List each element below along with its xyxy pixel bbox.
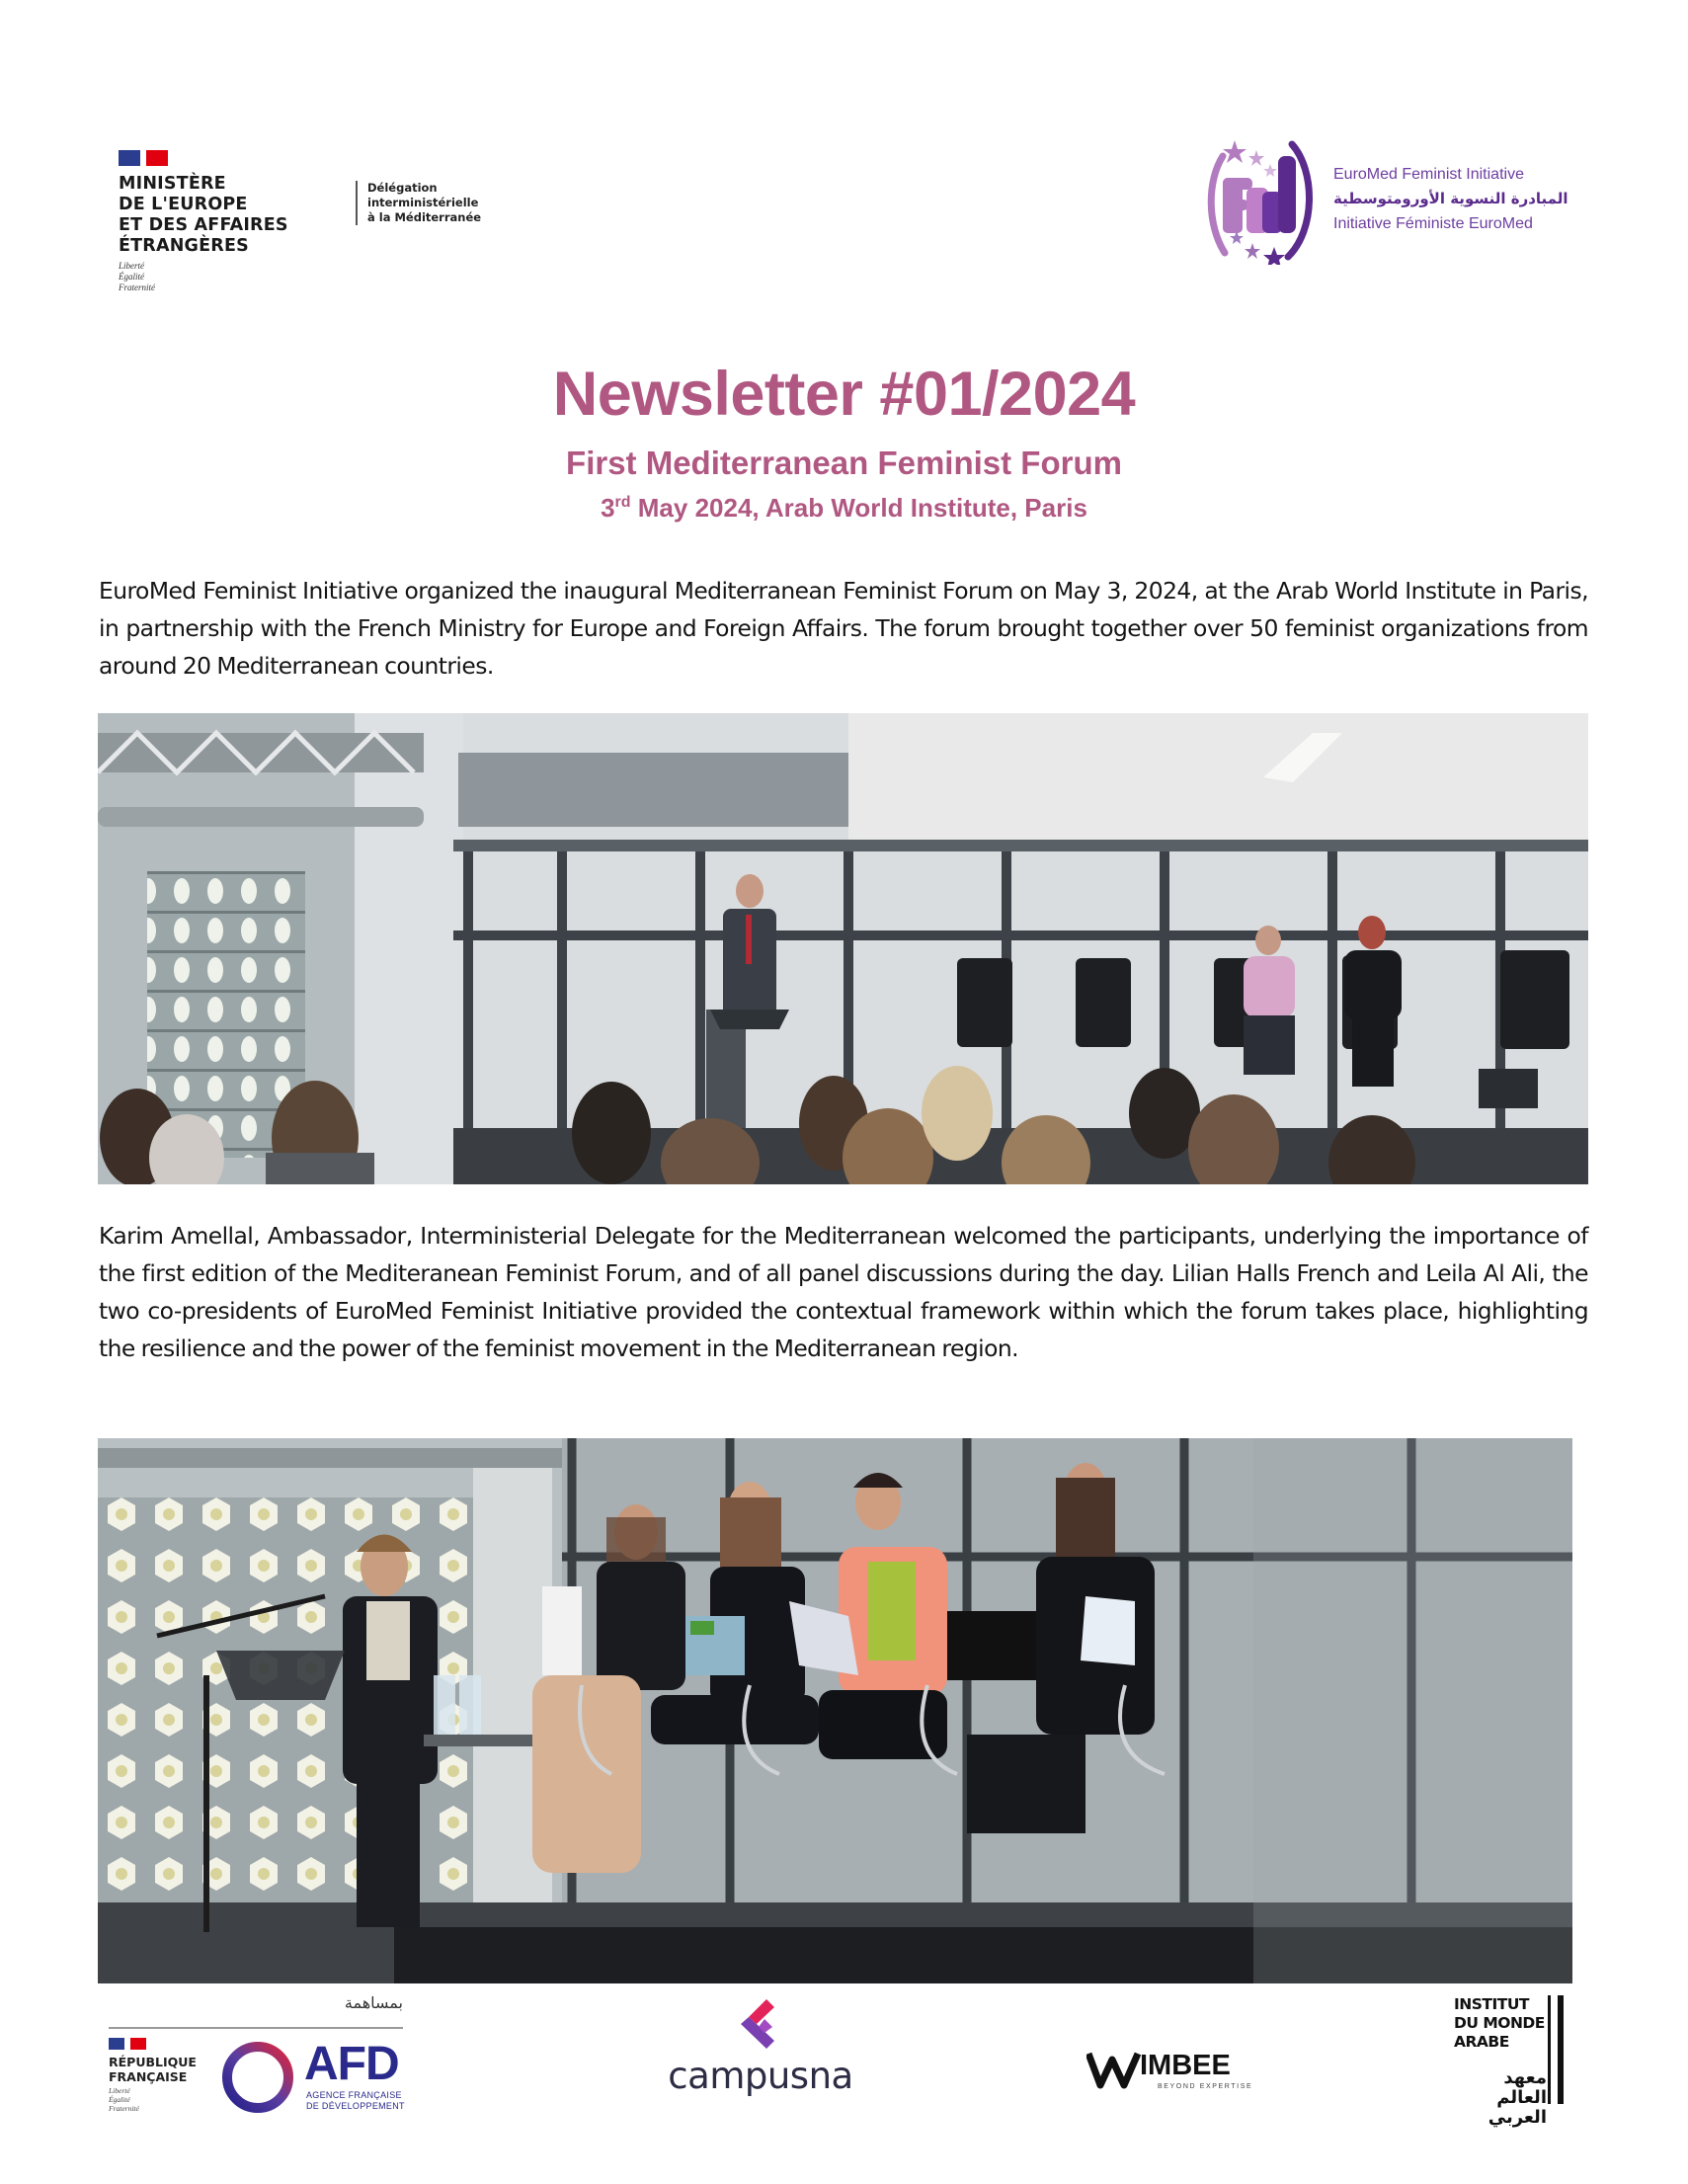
afd-subtitle: AGENCE FRANÇAISE DE DÉVELOPPEMENT <box>306 2090 405 2111</box>
newsletter-subtitle: First Mediterranean Feminist Forum <box>566 445 1122 481</box>
ministry-name: MINISTÈRE DE L'EUROPE ET DES AFFAIRES ÉTRANGÈRES <box>119 174 288 256</box>
footer-divider <box>109 2027 403 2029</box>
campusna-logo <box>662 1995 859 2104</box>
campusna-wordmark: campusna <box>668 2055 853 2097</box>
wimbee-tagline: BEYOND EXPERTISE <box>1158 2083 1253 2090</box>
french-flag-icon <box>109 2038 197 2050</box>
wimbee-logo <box>1086 2050 1254 2099</box>
afd-logo <box>219 2039 417 2116</box>
ima-bar <box>1548 1995 1551 2104</box>
photo-illustration <box>98 713 1588 1184</box>
afd-ring-icon <box>219 2039 296 2116</box>
afd-wordmark: AFD <box>304 2038 399 2090</box>
efi-name-fr: Initiative Féministe EuroMed <box>1333 215 1533 232</box>
efi-name-en: EuroMed Feminist Initiative <box>1333 166 1524 183</box>
republique-devise: Liberté Égalité Fraternité <box>109 2086 139 2113</box>
wimbee-w-icon <box>1086 2050 1142 2089</box>
euromed-feminist-initiative-logo <box>1205 136 1590 265</box>
panel-discussion-photo <box>98 1438 1572 1983</box>
event-dateline: 3rd May 2024, Arab World Institute, Paris <box>601 493 1087 523</box>
forum-opening-photo <box>98 713 1588 1184</box>
ima-name-ar: معهد العالم العربي <box>1487 2067 1547 2128</box>
title-block <box>0 356 1688 525</box>
ministry-devise: Liberté Égalité Fraternité <box>119 261 155 292</box>
republique-name: RÉPUBLIQUE FRANÇAISE <box>109 2055 197 2084</box>
ima-bar <box>1558 1995 1564 2104</box>
french-flag-icon <box>119 150 356 166</box>
republique-francaise-logo <box>109 2038 197 2113</box>
wimbee-wordmark: IMBEE <box>1140 2050 1231 2081</box>
newsletter-title: Newsletter #01/2024 <box>552 360 1136 429</box>
ima-name: INSTITUT DU MONDE ARABE <box>1454 1995 1545 2051</box>
efi-name-ar: المبادرة النسوية الأورومتوسطية <box>1333 190 1568 207</box>
campusna-chevron-icon <box>737 1997 782 2051</box>
intro-paragraph: EuroMed Feminist Initiative organized the inaugural Mediterranean Feminist Forum on May 3, 2024, at the Arab World Institute in Paris, in partnership with the French Ministry for Europe and Foreign Affairs. The forum brought together over 50 feminist organizations from around 20 Mediterranean countries. <box>99 577 1588 680</box>
welcome-paragraph: Karim Amellal, Ambassador, Interministerial Delegate for the Mediterranean welcomed the participants, underlying the importance of the first edition of the Mediteranean Feminist Forum, and of all panel discussions during the day. Lilian Halls French and Leila Al Ali, the two co-presidents of EuroMed Feminist Initiative provided the contextual framework within which the forum takes place, highlighting the resilience and the power of the feminist movement in the Mediterranean region. <box>99 1222 1588 1362</box>
contribution-label-ar: بمساهمة <box>344 1993 403 2012</box>
ministry-logo <box>119 150 356 293</box>
delegation-label: Délégation interministérielle à la Méditerranée <box>356 181 481 225</box>
efi-mark-icon <box>1205 136 1324 265</box>
institut-monde-arabe-logo <box>1454 1995 1558 2128</box>
photo-illustration <box>98 1438 1572 1983</box>
efi-name-block <box>1333 162 1568 236</box>
